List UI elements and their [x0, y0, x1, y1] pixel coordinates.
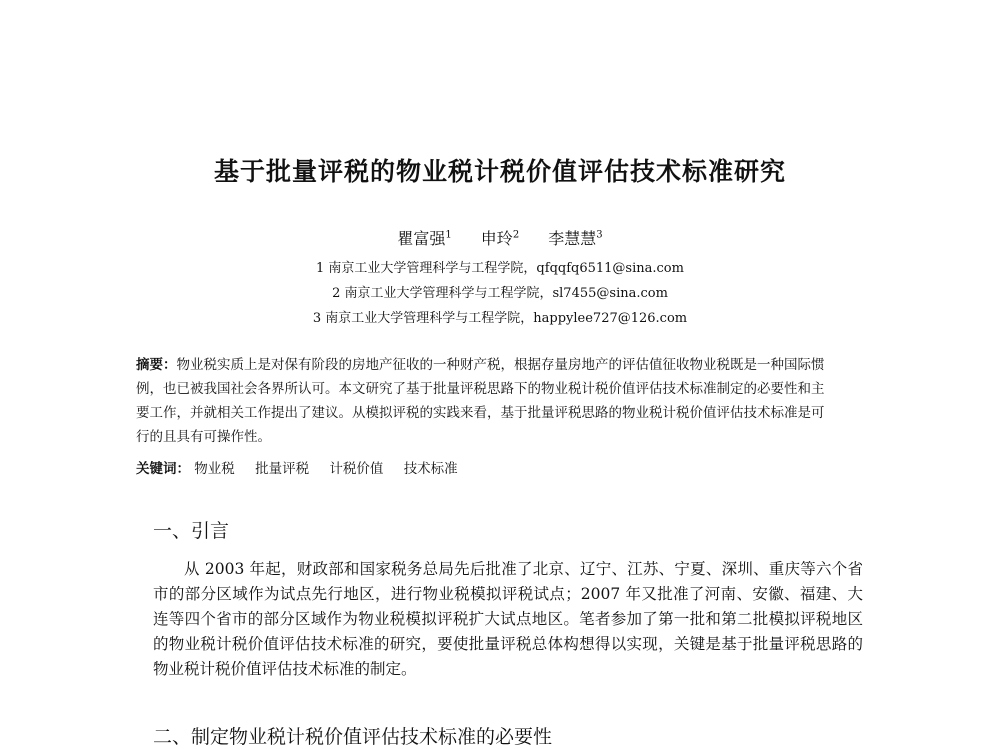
- author-affil-marker: 2: [512, 229, 520, 241]
- author-name: 李慧慧: [548, 229, 597, 248]
- affiliation-list: [0, 256, 1000, 331]
- author-affil-marker: 3: [596, 229, 603, 241]
- abstract: [136, 353, 836, 449]
- keywords: [136, 457, 474, 477]
- section-heading-introduction: 一、引言: [153, 520, 230, 542]
- section-heading-necessity: 二、制定物业税计税价值评估技术标准的必要性: [153, 726, 553, 748]
- affiliation-3: 3 南京工业大学管理科学与工程学院，happylee727@126.com: [312, 311, 688, 326]
- author-affil-marker: 1: [445, 229, 452, 241]
- author-3: [548, 229, 602, 248]
- keywords-label: 关键词：: [136, 461, 190, 477]
- abstract-label: 摘要：: [136, 357, 177, 373]
- author-2: [481, 229, 519, 248]
- author-name: 瞿富强: [397, 229, 446, 248]
- affiliation-2: 2 南京工业大学管理科学与工程学院，sl7455@sina.com: [332, 286, 668, 301]
- keyword: 计税价值: [329, 461, 384, 477]
- keyword: 技术标准: [403, 461, 458, 477]
- intro-paragraph: 从 2003 年起，财政部和国家税务总局先后批准了北京、辽宁、江苏、宁夏、深圳、重庆等六个省市的部分区域作为试点先行地区，进行物业税模拟评税试点；2007 年又批准了河南、安徽、福建、大连等四个省市的部分区域作为物业税模拟评税扩大试点地区。笔者参加了第一批和第二批模拟评税地区的物业税计税价值评估技术标准的研究，要使批量评税总体构想得以实现，关键是基于批量评税思路的物业税计税价值评估技术标准的制定。: [153, 560, 863, 678]
- author-list: [0, 226, 1000, 249]
- keyword: 物业税: [194, 461, 235, 477]
- paper-title: 基于批量评税的物业税计税价值评估技术标准研究: [213, 157, 786, 186]
- author-name: 申玲: [480, 229, 513, 248]
- keyword: 批量评税: [255, 461, 310, 477]
- abstract-text: 物业税实质上是对保有阶段的房地产征收的一种财产税，根据存量房地产的评估值征收物业税既是一种国际惯例，也已被我国社会各界所认可。本文研究了基于批量评税思路下的物业税计税价值评估技术标准制定的必要性和主要工作，并就相关工作提出了建议。从模拟评税的实践来看，基于批量评税思路的物业税计税价值评估技术标准是可行的且具有可操作性。: [136, 357, 825, 445]
- affiliation-1: 1 南京工业大学管理科学与工程学院，qfqqfq6511@sina.com: [316, 261, 684, 276]
- author-1: [397, 229, 451, 248]
